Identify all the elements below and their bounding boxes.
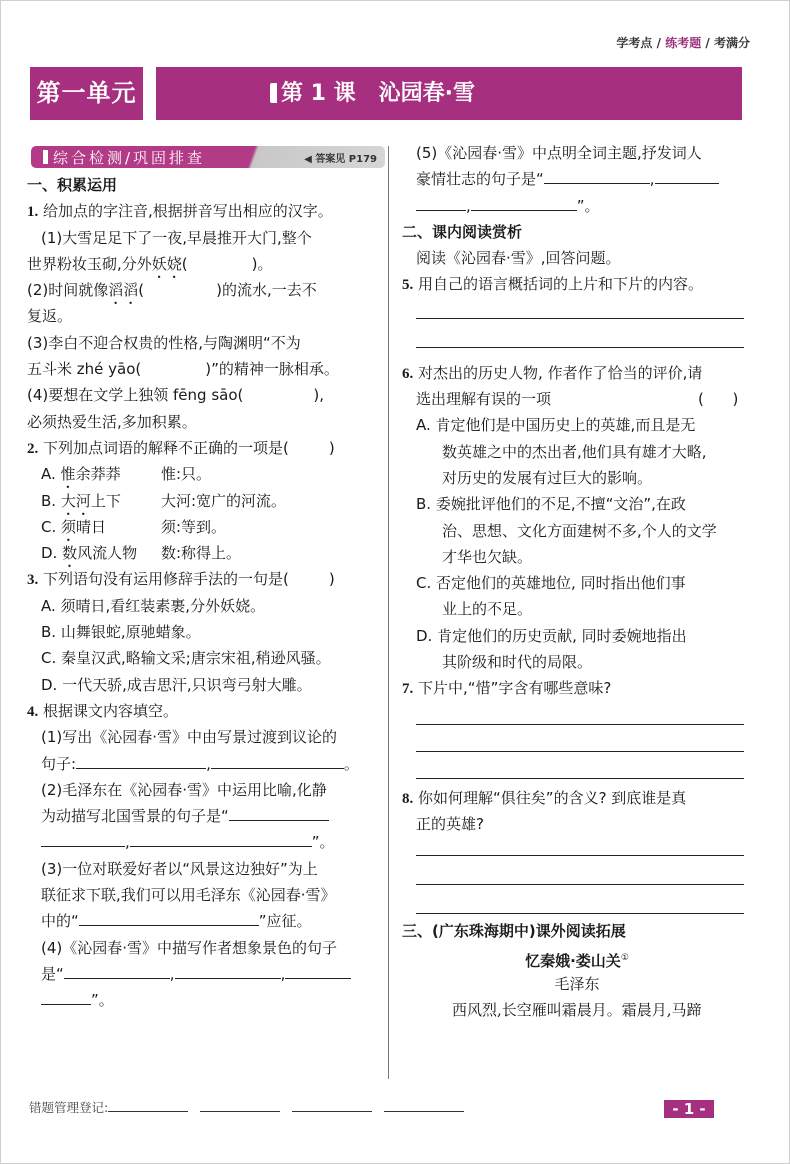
error-log [29,1098,476,1116]
log-blank[interactable] [292,1099,372,1112]
dotted-word: 妖娆 [151,254,182,273]
text: , [125,833,130,852]
q6-option-b [402,491,752,517]
lesson-header [156,67,742,120]
option-label: C. [41,517,57,536]
text: , [466,196,471,215]
text: 肯定他们的历史贡献, 同时委婉地指出 [437,626,687,645]
q8-text: 你如何理解“俱往矣”的含义? 到底谁是真 [418,788,687,807]
q6-option-b-line3: 才华也欠缺。 [442,547,533,566]
text: ( [181,254,188,273]
answer-line[interactable] [416,319,744,348]
answer-line[interactable] [416,725,744,752]
q4-s3-line3 [27,908,379,934]
text: ”。 [311,833,335,852]
fill-blank[interactable] [41,987,91,1005]
text: )”的精神一脉相承。 [205,360,339,379]
q3-option-a: A. 须晴日,看红装素裹,分外妖娆。 [41,596,266,615]
poem-author: 毛泽东 [554,974,600,993]
text: 豪情壮志的句子是“ [416,170,544,189]
dotted-word: 惟 [60,465,76,484]
q7-text: 下片中,“惜”字含有哪些意味? [418,679,612,698]
text: (4)要想在文学上独领 fēng sāo( [27,386,244,405]
text: )。 [251,254,273,273]
part2-intro: 阅读《沁园春·雪》,回答问题。 [416,249,621,268]
nav-sep: / [705,36,710,50]
q6-stem-line2 [402,386,752,412]
q6-option-d [402,623,752,649]
unit-label: 第一单元 [30,67,143,120]
q2-text: 下列加点词语的解释不正确的一项是( [43,438,289,457]
q4-s2-line3 [27,829,379,855]
text: ”。 [91,991,114,1010]
q4-s4-line2 [27,961,379,987]
option-label: D. [416,626,433,645]
answer-line[interactable] [416,702,744,725]
q4-s3-line1: (3)一位对联爱好者以“风景这边独好”为上 [41,859,318,878]
error-log-label: 错题管理登记: [29,1100,109,1115]
answer-paren[interactable]: ( ) [698,390,739,409]
log-blank[interactable] [108,1099,188,1112]
q8-stem-line2: 正的英雄? [416,814,484,833]
nav-sep: / [656,36,662,50]
q1-s2-line1 [27,277,379,303]
nav-item-practice: 练考题 [665,36,702,50]
q1-s2-line2: 复返。 [27,307,73,326]
q4-s1-line1: (1)写出《沁园春·雪》中由写景过渡到议论的 [41,728,338,747]
text: 上下 [90,491,121,510]
lesson-title: 第 1 课 沁园春·雪 [281,81,475,106]
q3-number: 3. [27,572,39,589]
answer-line[interactable] [416,752,744,779]
text: )的流水,一去不 [216,281,317,300]
q6-option-a-line2: 数英雄之中的杰出者,他们具有雄才大略, [442,442,707,461]
text: 中的“ [41,912,79,931]
section-title: 综合检测/巩固排查 [53,149,206,167]
fill-blank[interactable] [416,193,466,211]
q1-s1-line2 [27,251,379,277]
text: 忆秦娥·娄山关 [525,951,621,970]
text: 余莽莽 [75,465,121,484]
part1-title: 一、积累运用 [27,176,118,194]
text: ), [313,386,324,405]
fill-blank[interactable] [285,961,351,979]
text: 风流人物 [77,544,138,563]
fill-blank[interactable] [175,961,281,979]
text: 。 [343,754,359,773]
q4-s2-line1: (2)毛泽东在《沁园春·雪》中运用比喻,化静 [41,780,327,799]
explanation: 大河:宽广的河流。 [161,491,287,510]
q8-number: 8. [402,790,414,807]
q2-stem [27,435,379,461]
nav-item-learn: 学考点 [616,36,653,50]
q1-s4-line1 [27,382,379,408]
q4-s5-line1: (5)《沁园春·雪》中点明全词主题,抒发词人 [416,144,702,162]
fill-blank[interactable] [79,908,259,926]
q7-stem [402,675,752,701]
explanation: 数:称得上。 [161,544,242,563]
answer-line[interactable] [416,856,744,885]
q8-stem [402,785,752,811]
q4-s4-line3 [27,987,379,1013]
page-number: - 1 - [664,1100,714,1118]
flag-icon: ◀ [304,154,316,165]
q5-number: 5. [402,277,414,294]
q6-option-a-line3: 对历史的发展有过巨大的影响。 [442,468,653,487]
poem-title [402,945,752,971]
q3-text: 下列语句没有运用修辞手法的一句是( [43,570,289,589]
q6-text: 对杰出的历史人物, 作者作了恰当的评价,请 [418,363,703,382]
poem-line: 西风烈,长空雁叫霜晨月。霜晨月,马蹄 [452,1001,702,1020]
text: ”。 [576,196,600,215]
fill-blank[interactable] [130,829,312,847]
q7-number: 7. [402,681,414,698]
q1-s4-line2: 必须热爱生活,多加积累。 [27,412,197,431]
q3-option-c: C. 秦皇汉武,略输文采;唐宗宋祖,稍逊风骚。 [41,649,331,668]
text: 五斗米 zhé yāo( [27,360,142,379]
column-divider [388,146,389,1079]
option-label: B. [416,495,432,514]
q1-number: 1. [27,204,39,221]
q4-s1-line2 [27,751,379,777]
option-label: C. [416,574,432,593]
text: , [169,964,175,983]
q6-option-a [402,412,752,438]
q4-s3-line2: 联征求下联,我们可以用毛泽东《沁园春·雪》 [41,886,336,905]
text: 是“ [41,964,64,983]
text: , [649,170,655,189]
q4-s5-line2 [402,166,752,192]
footnote-mark[interactable]: ① [620,952,629,963]
q4-stem [27,698,379,724]
q1-text: 给加点的字注音,根据拼音写出相应的汉字。 [43,202,333,221]
fill-blank[interactable] [544,166,650,184]
text: , [280,964,286,983]
q2-option-b [27,488,379,514]
fill-blank[interactable] [41,829,125,847]
q3-option-d: D. 一代天骄,成吉思汗,只识弯弓射大雕。 [41,675,312,694]
q4-text: 根据课文内容填空。 [43,701,179,720]
text: 句子: [41,754,77,773]
option-label: A. [416,416,431,435]
part3-title: 三、(广东珠海期中)课外阅读拓展 [402,922,626,941]
text: 晴日 [76,517,107,536]
q5-stem [402,271,752,297]
section-banner [31,146,385,168]
text: ”应征。 [258,912,312,931]
dotted-word: 数 [62,544,78,563]
text: 选出理解有误的一项 [416,390,552,409]
text: 肯定他们是中国历史上的英雄,而且是无 [435,416,696,435]
explanation: 惟:只。 [161,465,212,484]
text: 委婉批评他们的不足,不擅“文治”,在政 [435,495,686,514]
q1-s3-line1: (3)李白不迎合权贵的性格,与陶渊明“不为 [27,333,301,352]
q6-option-c [402,570,752,596]
q4-s2-line2 [27,803,379,829]
q4-number: 4. [27,703,39,720]
text: ) [328,438,335,457]
answer-ref-text: 答案见 P179 [315,154,377,165]
q6-option-d-line2: 其阶级和时代的局限。 [442,653,593,672]
top-nav [616,34,750,51]
part2-title: 二、课内阅读赏析 [402,222,523,241]
bar-icon [43,150,48,164]
q6-option-b-line2: 治、思想、文化方面建树不多,个人的文学 [442,521,717,540]
q1-s3-line2 [27,356,379,382]
q4-s5-line3 [402,193,752,219]
text: (2)时间就像 [27,281,109,300]
left-column [27,172,379,1014]
dotted-word: 须 [61,517,77,536]
log-blank[interactable] [200,1099,280,1112]
text: 否定他们的英雄地位, 同时指出他们事 [436,574,686,593]
option-label: D. [41,544,58,563]
q6-option-c-line2: 业上的不足。 [442,600,533,619]
text: ) [328,570,335,589]
answer-line[interactable] [416,837,744,856]
q2-option-a [27,461,379,487]
text: ( [138,281,145,300]
q2-number: 2. [27,440,39,457]
nav-item-score: 考满分 [713,36,750,50]
explanation: 须:等到。 [161,517,227,536]
fill-blank[interactable] [211,751,344,769]
q1-s1-line1: (1)大雪足足下了一夜,早晨推开大门,整个 [41,228,312,247]
q3-stem [27,566,379,592]
q4-s4-line1: (4)《沁园春·雪》中描写作者想象景色的句子 [41,938,338,957]
q3-option-b: B. 山舞银蛇,原驰蜡象。 [41,623,201,642]
fill-blank[interactable] [76,751,206,769]
text: 世界粉妆玉砌,分外 [27,254,152,273]
fill-blank[interactable] [229,803,329,821]
option-label: B. [41,491,57,510]
right-column [402,140,752,1023]
q6-stem [402,360,752,386]
fill-blank[interactable] [471,193,577,211]
answer-line[interactable] [416,298,744,319]
fill-blank[interactable] [655,166,719,184]
text: , [206,754,211,773]
q2-option-c [27,514,379,540]
option-label: A. [41,465,56,484]
q2-option-d [27,540,379,566]
answer-ref [304,150,377,165]
q1-stem [27,198,379,224]
log-blank[interactable] [384,1099,464,1112]
q6-number: 6. [402,365,414,382]
answer-line[interactable] [416,885,744,914]
bar-icon [270,83,277,103]
q5-text: 用自己的语言概括词的上片和下片的内容。 [418,275,704,294]
fill-blank[interactable] [64,961,170,979]
dotted-word: 大河 [60,491,91,510]
text: 为动描写北国雪景的句子是“ [41,807,229,826]
dotted-word: 滔滔 [108,281,139,300]
